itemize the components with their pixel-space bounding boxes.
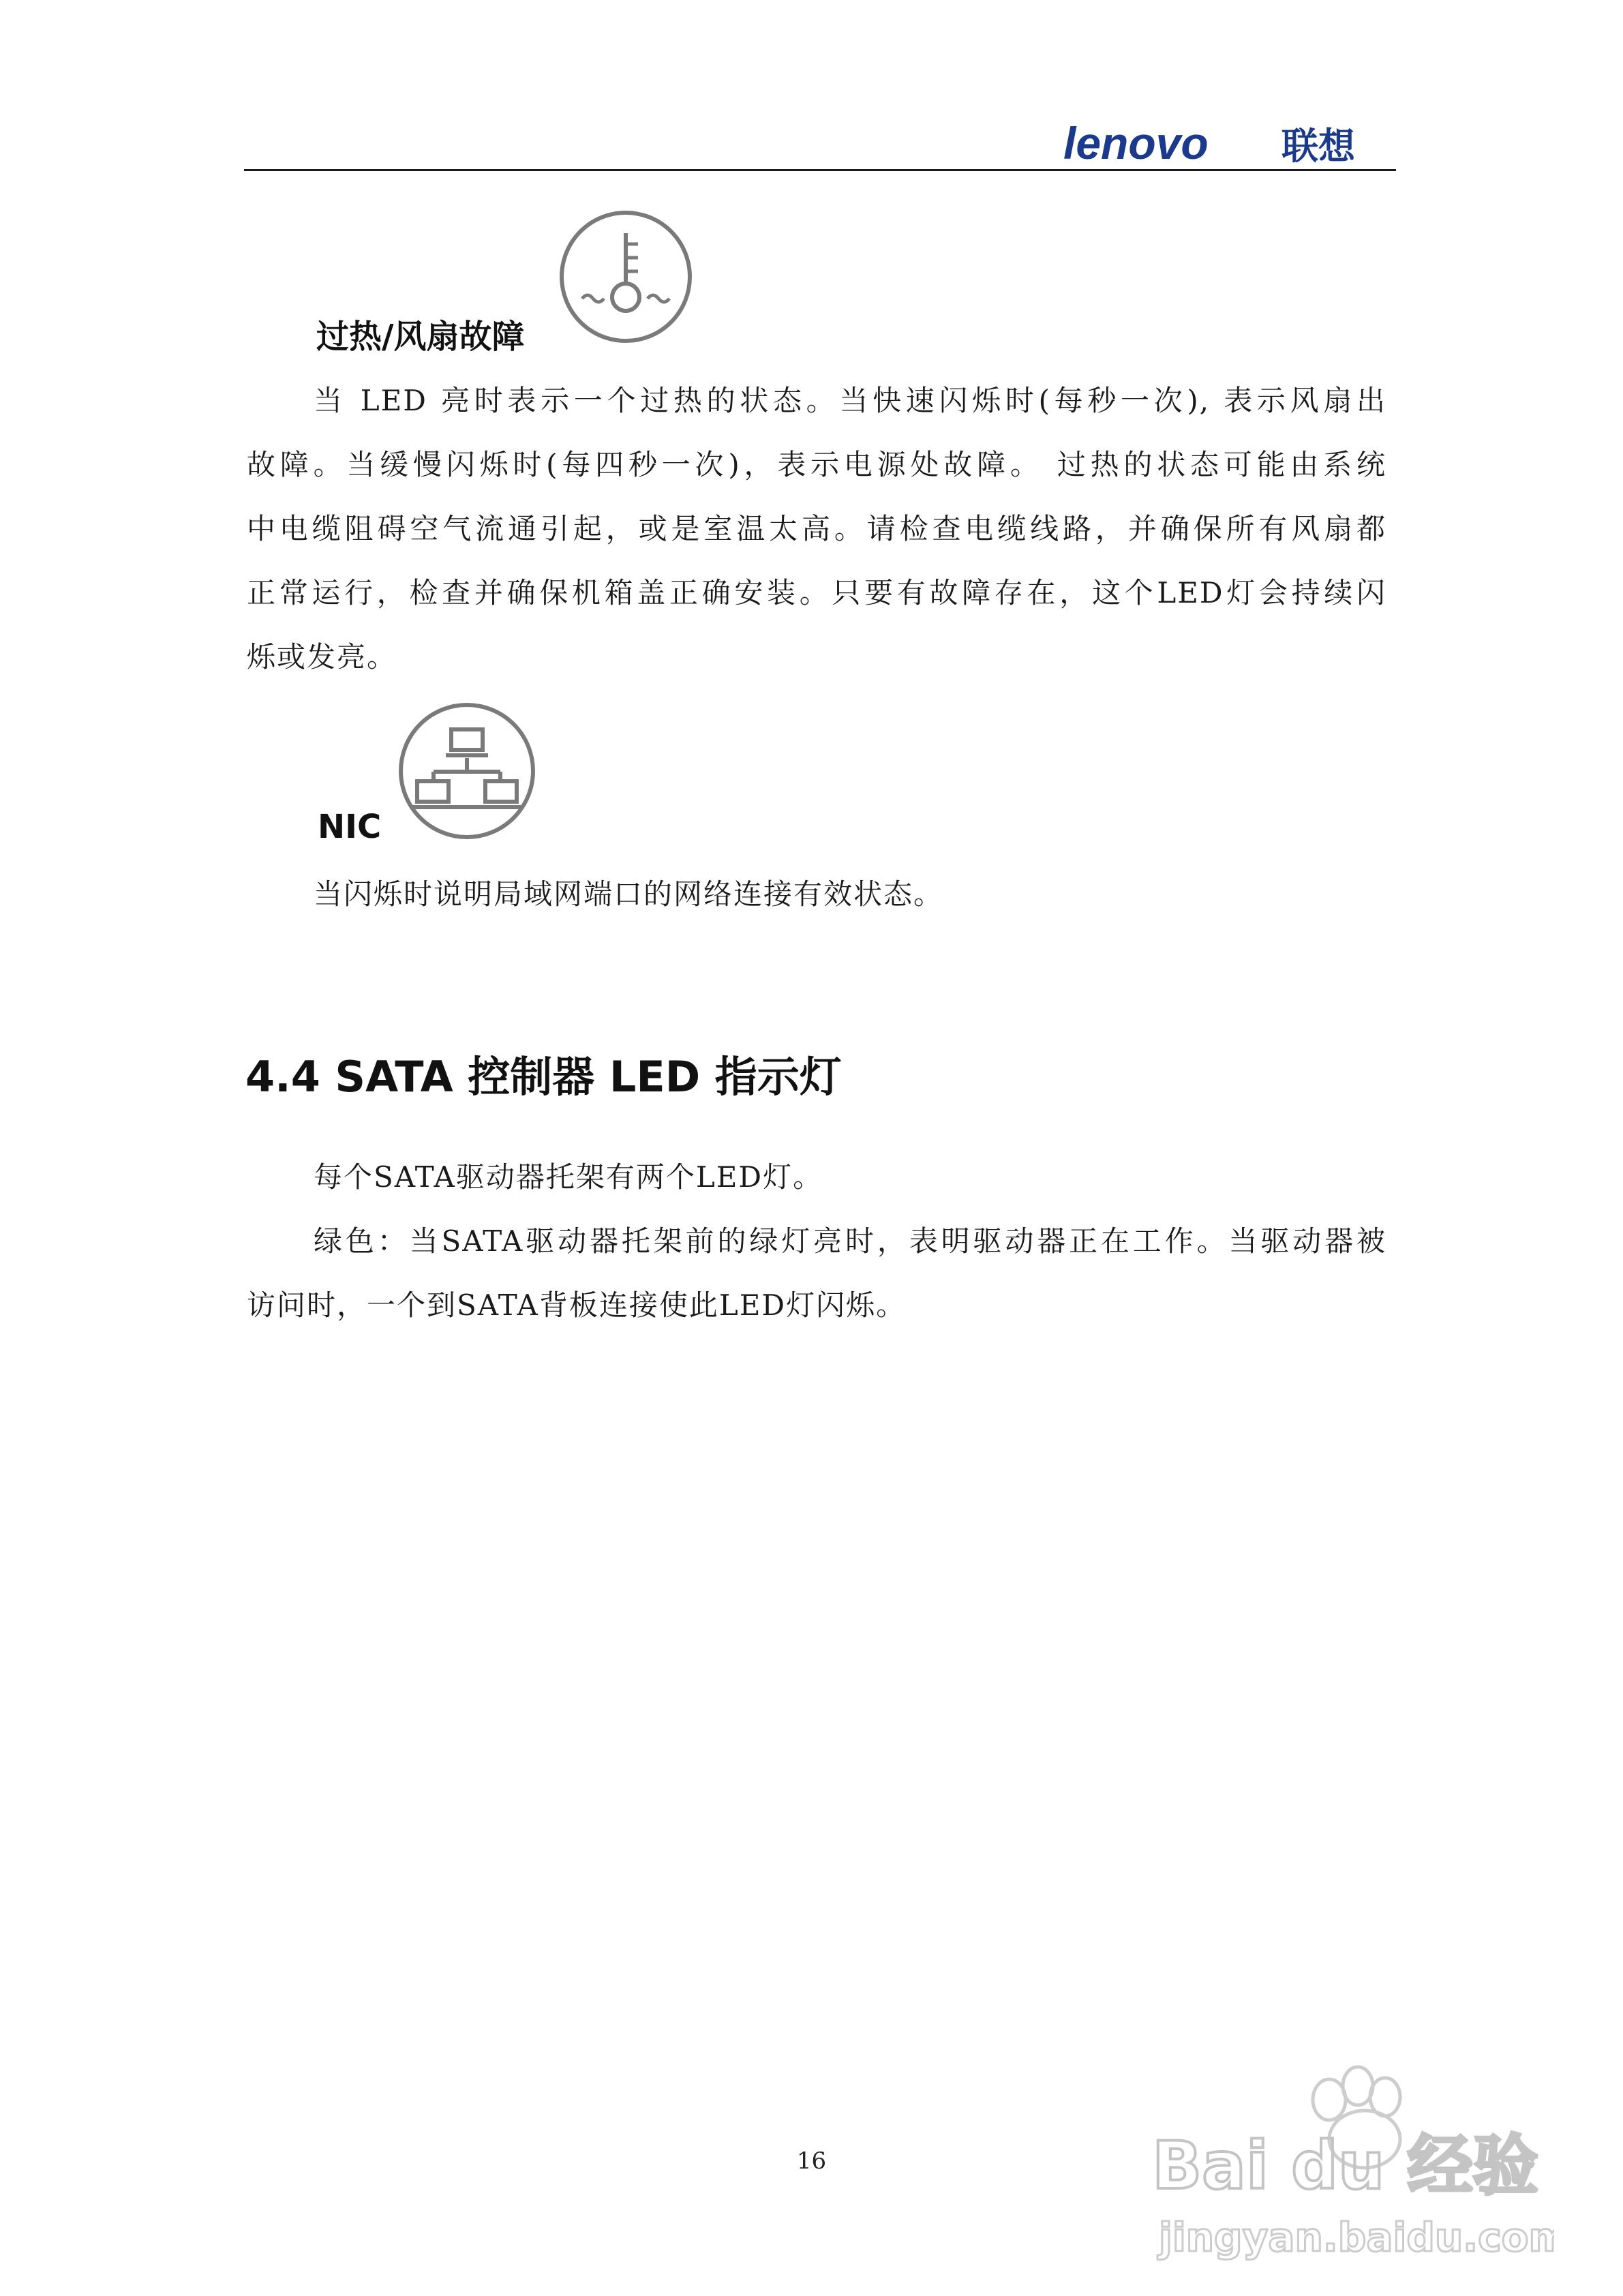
overheat-line: 当 LED 亮时表示一个过热的状态。当快速闪烁时(每秒一次), 表示风扇出 <box>314 384 1386 417</box>
network-icon <box>397 701 537 841</box>
svg-text:联想: 联想 <box>1281 125 1355 168</box>
page-number: 16 <box>796 2147 827 2175</box>
thermometer-icon <box>558 209 694 345</box>
section-paragraph-2 <box>247 1209 1386 1338</box>
section-paragraph-1 <box>314 1145 1336 1209</box>
section-line: 绿色：当SATA驱动器托架前的绿灯亮时，表明驱动器正在工作。当驱动器被 <box>314 1224 1386 1258</box>
baidu-watermark <box>1145 2059 1554 2263</box>
section-line: 访问时，一个到SATA背板连接使此LED灯闪烁。 <box>247 1288 907 1322</box>
overheat-line: 烁或发亮。 <box>247 640 397 674</box>
svg-text:jingyan.baidu.com: jingyan.baidu.com <box>1159 2214 1554 2261</box>
lenovo-logo <box>1063 121 1391 169</box>
overheat-line: 中电缆阻碍空气流通引起，或是室温太高。请检查电缆线路，并确保所有风扇都 <box>247 512 1386 545</box>
overheat-paragraph <box>247 369 1386 689</box>
header-divider <box>244 169 1396 171</box>
overheat-title: 过热/风扇故障 <box>316 318 525 356</box>
section-heading: 4.4 SATA 控制器 LED 指示灯 <box>245 1052 842 1102</box>
nic-text <box>314 862 1336 926</box>
section-line: 每个SATA驱动器托架有两个LED灯。 <box>314 1160 823 1194</box>
svg-text:Bai du 经验: Bai du 经验 <box>1152 2128 1538 2204</box>
overheat-line: 故障。当缓慢闪烁时(每四秒一次)，表示电源处故障。 过热的状态可能由系统 <box>247 448 1386 481</box>
nic-title: NIC <box>318 808 382 846</box>
svg-text:lenovo: lenovo <box>1063 121 1209 168</box>
overheat-line: 正常运行，检查并确保机箱盖正确安装。只要有故障存在，这个LED灯会持续闪 <box>247 576 1386 609</box>
nic-line: 当闪烁时说明局域网端口的网络连接有效状态。 <box>314 877 944 911</box>
